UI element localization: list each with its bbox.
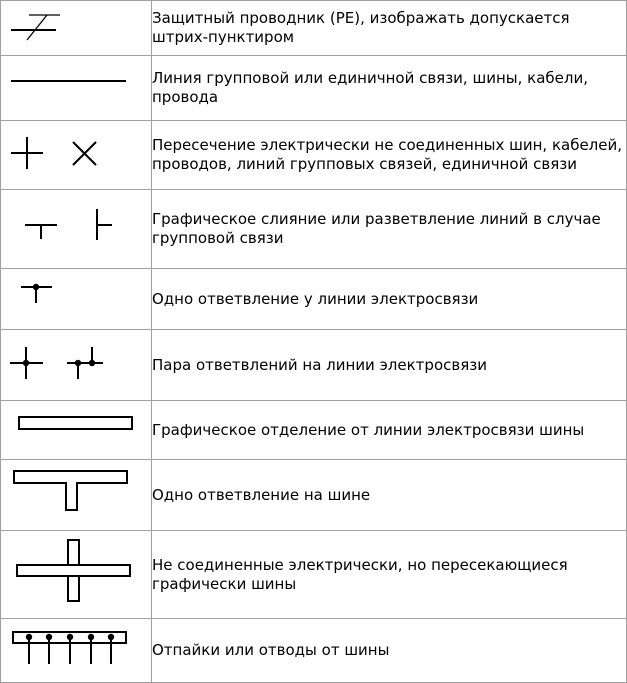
legend-description: Пара ответвлений на линии электросвязи — [152, 330, 627, 401]
legend-row — [1, 56, 627, 121]
legend-description: Графическое слияние или разветвление линий в случае групповой связи — [152, 190, 627, 269]
legend-description: Линия групповой или единичной связи, шины, кабели, провода — [152, 56, 627, 121]
legend-description: Не соединенные электрически, но пересекающиеся графически шины — [152, 531, 627, 619]
legend-row — [1, 190, 627, 269]
bus-crossing-icon — [1, 531, 151, 618]
legend-description: Одно ответвление у линии электросвязи — [152, 269, 627, 330]
branch-pair-icon — [1, 330, 151, 400]
single-branch-icon — [1, 269, 151, 329]
legend-description: Отпайки или отводы от шины — [152, 619, 627, 683]
legend-row — [1, 330, 627, 401]
legend-row — [1, 619, 627, 683]
bus-branch-icon — [1, 460, 151, 530]
legend-row — [1, 401, 627, 460]
bus-taps-icon — [1, 619, 151, 682]
legend-row — [1, 460, 627, 531]
crossing-icon — [1, 121, 151, 189]
merge-branch-icon — [1, 190, 151, 268]
legend-row — [1, 1, 627, 56]
legend-row — [1, 531, 627, 619]
legend-row — [1, 269, 627, 330]
protective-conductor-icon — [1, 1, 151, 55]
line-icon — [1, 56, 151, 120]
bus-separation-icon — [1, 401, 151, 459]
legend-description: Одно ответвление на шине — [152, 460, 627, 531]
legend-description: Графическое отделение от линии электросвязи шины — [152, 401, 627, 460]
legend-description: Пересечение электрически не соединенных шин, кабелей, проводов, линий групповых связей, единичной связи — [152, 121, 627, 190]
legend-row — [1, 121, 627, 190]
legend-description: Защитный проводник (PE), изображать допускается штрих-пунктиром — [152, 1, 627, 56]
